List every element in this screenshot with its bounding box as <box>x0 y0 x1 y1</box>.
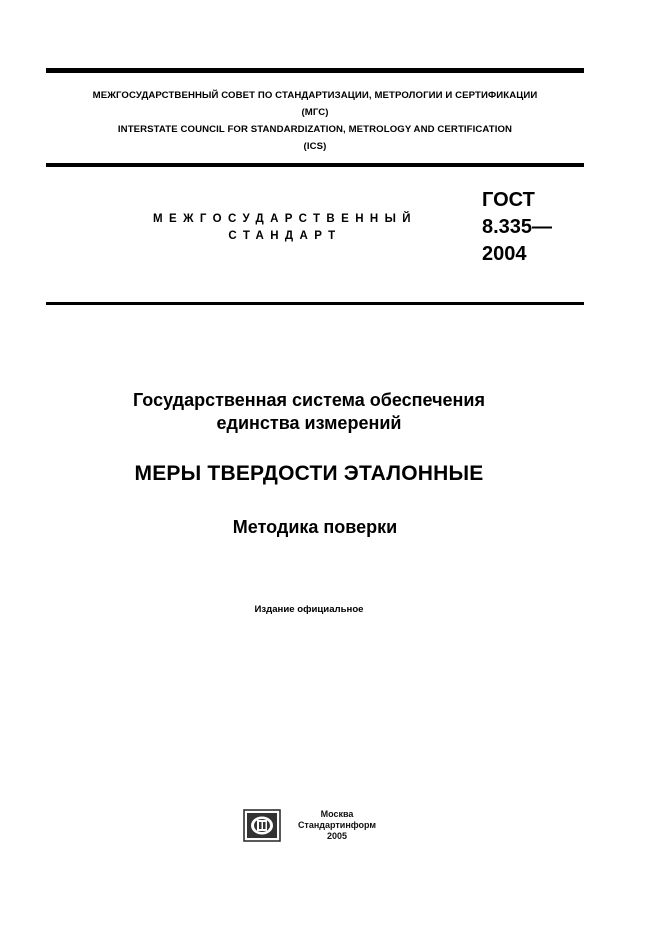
standartinform-logo-icon <box>243 809 281 842</box>
gost-number: 8.335— <box>482 216 553 238</box>
system-title <box>40 389 578 435</box>
publisher-city: Москва <box>320 809 354 819</box>
header-bottom-rule <box>46 163 584 167</box>
standard-type <box>140 211 430 245</box>
top-rule <box>46 68 584 73</box>
council-abbr-en: (ICS) <box>303 141 327 152</box>
system-title-line1: Государственная система обеспечения <box>133 390 485 410</box>
council-name-ru: МЕЖГОСУДАРСТВЕННЫЙ СОВЕТ ПО СТАНДАРТИЗАЦИИ, МЕТРОЛОГИИ И СЕРТИФИКАЦИИ <box>92 90 538 101</box>
system-title-line2: единства измерений <box>216 413 402 433</box>
subtitle: Методика поверки <box>232 517 398 537</box>
gost-label: ГОСТ <box>482 189 535 211</box>
gost-designation <box>482 187 552 268</box>
publisher-info <box>289 809 385 842</box>
council-header <box>46 87 584 155</box>
publisher-year: 2005 <box>326 831 348 841</box>
standard-type-line2: СТАНДАРТ <box>228 230 342 242</box>
publisher-name: Стандартинформ <box>297 820 377 830</box>
standard-type-line1: МЕЖГОСУДАРСТВЕННЫЙ <box>153 213 417 225</box>
designation-bottom-rule <box>46 302 584 305</box>
edition-note: Издание официальное <box>254 604 364 615</box>
main-title: МЕРЫ ТВЕРДОСТИ ЭТАЛОННЫЕ <box>134 462 484 485</box>
gost-year: 2004 <box>482 243 527 265</box>
council-name-en: INTERSTATE COUNCIL FOR STANDARDIZATION, METROLOGY AND CERTIFICATION <box>117 124 513 135</box>
council-abbr-ru: (МГС) <box>301 107 329 118</box>
